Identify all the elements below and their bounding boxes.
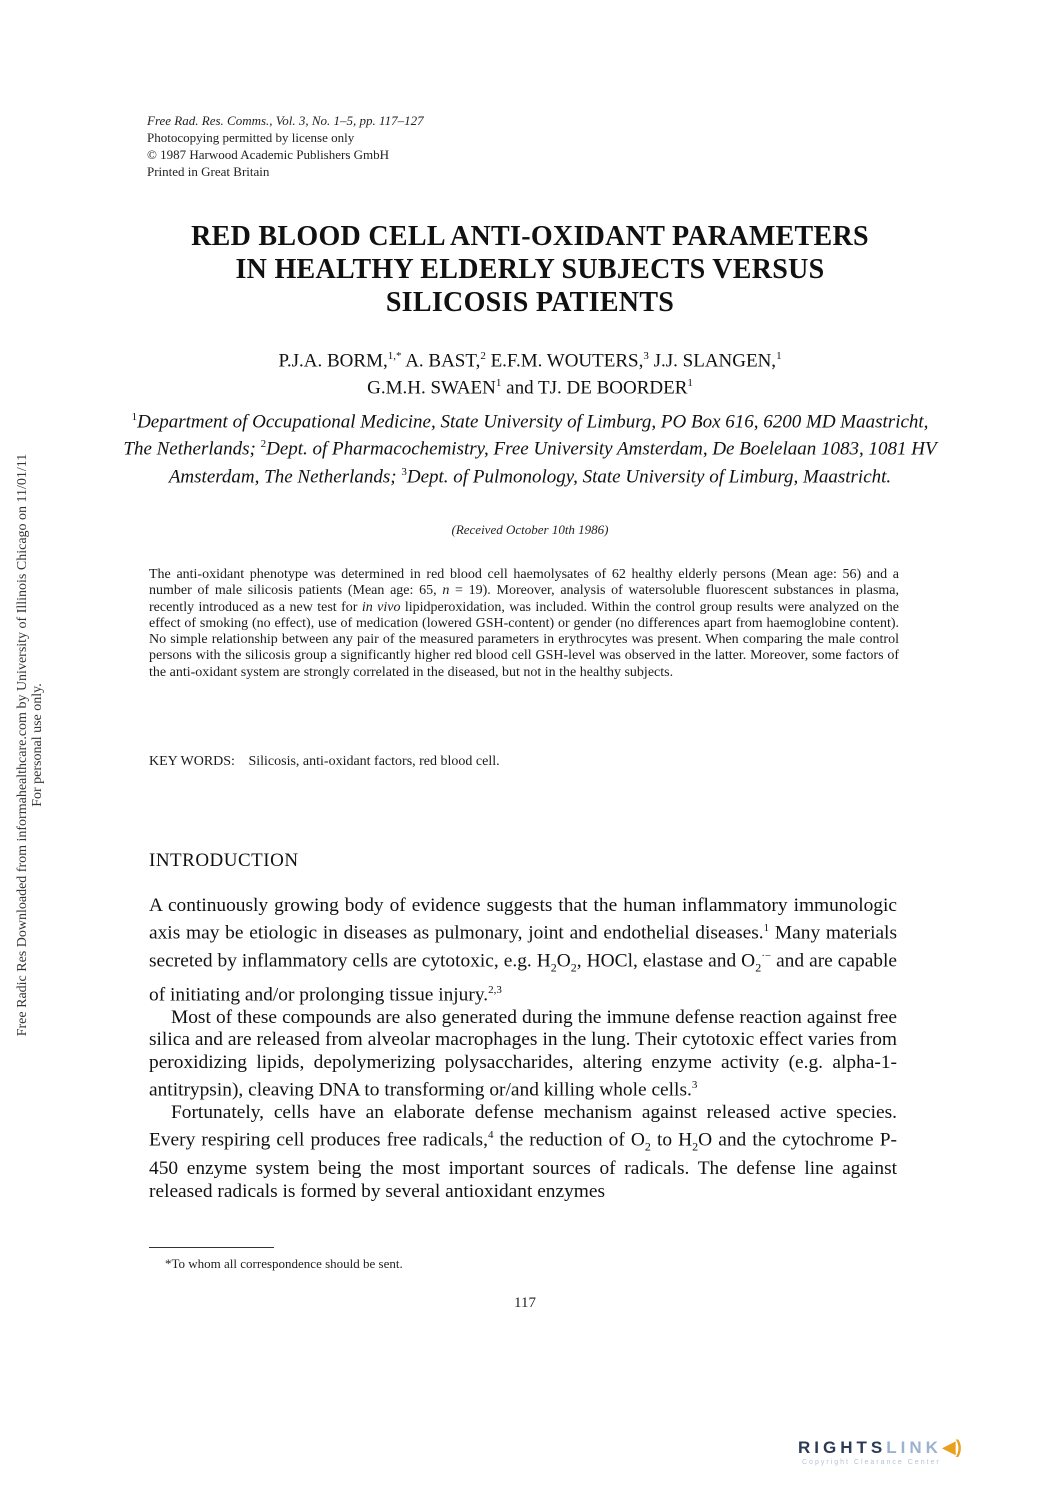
keywords-label: KEY WORDS: — [149, 754, 235, 769]
citation-mark: 1 — [763, 922, 770, 935]
title-line-1: RED BLOOD CELL ANTI-OXIDANT PARAMETERS — [191, 221, 869, 252]
rightslink-rights: RIGHTS — [798, 1438, 887, 1457]
subscript: 2 — [644, 1139, 651, 1154]
affiliation-2: Dept. of Pharmacochemistry, Free University Amsterdam, De Boelelaan 1083, 1081 HV Amsterdam, The Netherlands; — [168, 438, 937, 487]
superscript: ·− — [761, 950, 772, 963]
footnote-divider — [149, 1247, 274, 1248]
watermark-line-2: For personal use only. — [30, 683, 45, 807]
paragraph — [149, 895, 897, 1007]
abstract-text: lipidperoxidation, was included. Within the control group results were analyzed on the effect of smoking (no effect), use of medication (lowered GSH-content) or gender (no differences apart from haemoglobine content). No simple relationship between any pair of the measured parameters in erythrocytes was present. When comparing the male control persons with the silicosis group a significantly higher red blood cell GSH-level was observed in the latter. Moreover, some factors of the anti-oxidant system are strongly correlated in the diseased, but not in the healthy subjects. — [149, 599, 899, 680]
affiliations — [120, 406, 940, 488]
author-name: A. BAST, — [405, 350, 481, 372]
paragraph-text: O — [556, 950, 571, 972]
author-affiliation-mark: 2 — [480, 350, 486, 362]
abstract — [149, 567, 899, 681]
paragraph-text: Most of these compounds are also generated during the immune defense reaction against free silica and are released from alveolar macrophages in the lung. Their cytotoxic effect varies from peroxidizing lipids, depolymerizing polysaccharides, altering enzyme activity (e.g. alpha-1-antitrypsin), cleaving DNA to transforming or/and killing whole cells. — [149, 1006, 897, 1101]
author-affiliation-mark: 1 — [495, 377, 502, 390]
subscript: 2 — [550, 960, 557, 975]
journal-header — [147, 112, 424, 180]
author-affiliation-mark: 1 — [687, 377, 693, 390]
paragraph-text: A continuously growing body of evidence suggests that the human inflammatory immunologic axis may be etiologic in diseases as pulmonary, joint and endothelial diseases. — [149, 895, 897, 944]
author-affiliation-mark: 1 — [776, 350, 782, 362]
paragraph-text: to H — [650, 1129, 693, 1151]
subscript: 2 — [570, 960, 577, 975]
abstract-in-vivo: in vivo — [361, 599, 401, 615]
author-affiliation-mark: 1,* — [387, 350, 402, 362]
introduction-body — [149, 895, 897, 1203]
keywords — [149, 754, 500, 770]
abstract-n-variable: n — [442, 583, 450, 599]
affiliation-mark: 2 — [260, 438, 267, 451]
paragraph-text: O and the cytochrome P-450 enzyme system being the most important sources of radicals. The defense line against released radicals is formed by several antioxidant enzymes — [149, 1129, 897, 1202]
paragraph — [149, 1102, 897, 1203]
paragraph-text: and are capable of initiating and/or prolonging tissue injury. — [149, 950, 897, 1006]
printed-location: Printed in Great Britain — [147, 164, 270, 179]
author-conjunction: and — [506, 377, 534, 399]
affiliation-mark: 1 — [131, 411, 138, 423]
citation-mark: 4 — [487, 1129, 494, 1142]
watermark-line-1: Free Radic Res Downloaded from informahealthcare.com by University of Illinois Chicago on 11/01/11 — [15, 453, 30, 1037]
rightslink-logo — [798, 1437, 962, 1466]
journal-citation: Free Rad. Res. Comms., Vol. 3, No. 1–5, pp. 117–127 — [147, 113, 424, 128]
affiliation-3: Dept. of Pulmonology, State University of Limburg, Maastricht. — [406, 465, 892, 487]
rightslink-arrow-icon: ◀) — [941, 1437, 962, 1457]
affiliation-mark: 3 — [401, 465, 407, 478]
author-name: TJ. DE BOORDER — [538, 377, 688, 399]
footnote: *To whom all correspondence should be sent. — [165, 1256, 403, 1271]
rightslink-link: LINK — [886, 1438, 942, 1457]
subscript: 2 — [692, 1139, 699, 1154]
download-watermark — [0, 0, 60, 1500]
rightslink-tagline: Copyright Clearance Center — [802, 1459, 941, 1466]
page-number: 117 — [514, 1295, 536, 1311]
paper-title — [120, 220, 940, 319]
author-name: P.J.A. BORM, — [278, 350, 388, 372]
paragraph-text: Many materials secreted by inflammatory cells are cytotoxic, e.g. H — [149, 922, 897, 972]
title-line-2: IN HEALTHY ELDERLY SUBJECTS VERSUS — [235, 254, 825, 285]
keywords-value: Silicosis, anti-oxidant factors, red blood cell. — [248, 754, 500, 769]
photocopy-notice: Photocopying permitted by license only — [147, 130, 355, 145]
author-list — [120, 345, 940, 400]
author-affiliation-mark: 3 — [643, 350, 649, 362]
citation-mark: 3 — [691, 1079, 698, 1092]
paragraph-text: Fortunately, cells have an elaborate defense mechanism against released active species. Every respiring cell produces free radicals, — [149, 1102, 897, 1151]
received-date: (Received October 10th 1986) — [451, 522, 609, 537]
paragraph-text: the reduction of O — [493, 1129, 645, 1151]
author-name: E.F.M. WOUTERS, — [490, 350, 644, 372]
author-name: G.M.H. SWAEN — [367, 377, 496, 399]
citation-mark: 2,3 — [488, 984, 502, 997]
paragraph — [149, 1007, 897, 1102]
subscript: 2 — [755, 960, 762, 975]
author-name: J.J. SLANGEN, — [653, 350, 777, 372]
affiliation-1: Department of Occupational Medicine, State University of Limburg, PO Box 616, 6200 MD Maastricht, The Netherlands; — [123, 411, 929, 460]
publisher-copyright: © 1987 Harwood Academic Publishers GmbH — [147, 147, 390, 162]
paragraph-text: , HOCl, elastase and O — [576, 950, 756, 972]
title-line-3: SILICOSIS PATIENTS — [385, 287, 675, 318]
abstract-text: The anti-oxidant phenotype was determined in red blood cell haemolysates of 62 healthy elderly persons (Mean age: 56) and a number of male silicosis patients (Mean age: 65, — [149, 567, 899, 599]
section-heading-introduction: INTRODUCTION — [149, 850, 299, 871]
abstract-text: = 19). Moreover, analysis of watersoluble fluorescent substances in plasma, recently introduced as a new test for — [149, 583, 899, 615]
